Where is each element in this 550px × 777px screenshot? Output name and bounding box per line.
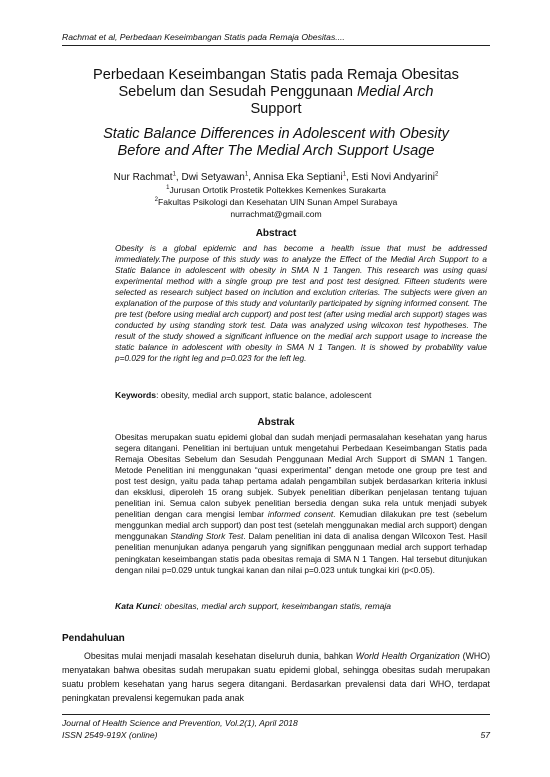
abstract-heading: Abstract	[255, 228, 297, 239]
title-id-italic: Medial Arch	[357, 84, 434, 100]
running-head: Rachmat et al, Perbedaan Keseimbangan Statis pada Remaja Obesitas....	[62, 32, 345, 42]
page-number: 57	[480, 730, 490, 740]
title-en-line-2: Before and After The Medial Arch Support Usage	[117, 143, 435, 159]
title-id-line-1: Perbedaan Keseimbangan Statis pada Remaja Obesitas	[93, 67, 459, 83]
issn: ISSN 2549-919X (online)	[62, 730, 158, 740]
title-indonesian	[62, 67, 490, 118]
author-list: Nur Rachmat$^1$, Dwi Setyawan$^1$, Annisa Eka Septiani$^1$, Esti Novi Andyarini$^2$	[113, 171, 439, 183]
affiliation-2: $^2$Fakultas Psikologi dan Kesehatan UIN Sunan Ampel Surabaya	[154, 197, 398, 207]
title-id-line-3: Support	[250, 101, 302, 117]
section-heading-pendahuluan: Pendahuluan	[62, 633, 125, 644]
footer-rule	[62, 714, 490, 715]
abstract-keywords: Keywords: obesity, medial arch support, static balance, adolescent	[115, 390, 372, 400]
journal-citation: Journal of Health Science and Prevention, Vol.2(1), April 2018	[62, 718, 298, 728]
author-email[interactable]: nurrachmat@gmail.com	[230, 209, 322, 219]
abstract-text: Obesity is a global epidemic and has become a health issue that must be addressed immediately.The purpose of this study was to analyze the Effect of the Medial Arch Support to a Static Balance in adolescent with obesity in SMA N 1 Tangen. This research was using quasi experimental method with a single group pre test and post test designed. Fifteen students were selected as research subject based on inclution and exclution criterias. The subjects were given an explanation of the purpose of this study and voluntarily participated by signing informed consent. The pre test (before using medial arch cupport) and post test (after using medial arch support) stages was conducted by using standing stork test. Data was analyzed using wilcoxon test hypotheses. The result of the study showed a significant influence on the medial arch support usage to increase the static balance in adolescent with obesity in SMA N 1 Tangen. It is showed by probability value p=0.029 for the right leg and p=0.023 for the left leg.	[115, 243, 487, 364]
affiliation-1: $^1$Jurusan Ortotik Prostetik Poltekkes Kemenkes Surakarta	[166, 185, 386, 195]
abstrak-keywords: Kata Kunci: obesitas, medial arch support, keseimbangan statis, remaja	[115, 601, 392, 611]
header-rule	[62, 45, 490, 46]
title-en-line-1: Static Balance Differences in Adolescent with Obesity	[103, 126, 449, 142]
title-id-line-2: Sebelum dan Sesudah Penggunaan Medial Arch	[118, 84, 434, 100]
intro-paragraph: Obesitas mulai menjadi masalah kesehatan diseluruh dunia, bahkan World Health Organization (WHO) menyatakan bahwa obesitas sudah merupakan suatu epidemi global, sehingga obesitas sudah merupakan suatu problem kesehatan yang harus segera ditangani. Berdasarkan prevalensi data dari WHO, terdapat peningkatan prevalensi kegemukan pada anak	[62, 651, 490, 703]
abstrak-text: Obesitas merupakan suatu epidemi global dan sudah menjadi permasalahan kesehatan yang harus segera ditangani. Penelitian ini bertujuan untuk mengetahui Perbedaan Keseimbangan Statis pada Remaja Obesitas Sebelum dan Sesudah Penggunaan Medial Arch Support di SMAN 1 Tangen. Metode Penelitian ini menggunakan “quasi experimental” dengan metode one group pre test and post test design, yaitu pada tahap pertama adalah pengambilan subjek berdasarkan kriteria inklusi dan eksklusi, diperoleh 15 orang subjek. Subyek penelitian diberikan penjelasan tentang tujuan penelitian ini. Semua calon subyek penelitian bersedia dengan suka rela untuk menjadi subyek penelitian dengan cara mengisi lembar informed consent. Kemudian dilakukan pre test (sebelum menggunkan medial arch support) dan post test (setelah menggunakan medial arch support) dengan menggunakan Standing Stork Test. Dalam penelitian ini data di analisa dengan Wilcoxon Test. Hasil penelitian menunjukan adanya pengaruh yang signifikan penggunaan medial arch support terhadap peningkatan keseimbangan statis pada obesitas remaja di SMA N 1 Tangen. Hal tersebut ditunjukan dengan nilai p=0.029 untuk tungkai kanan dan nilai p=0.023 untuk tungkai kiri (p<0.05).	[115, 432, 487, 575]
title-english	[62, 126, 490, 160]
abstrak-heading: Abstrak	[257, 417, 295, 428]
